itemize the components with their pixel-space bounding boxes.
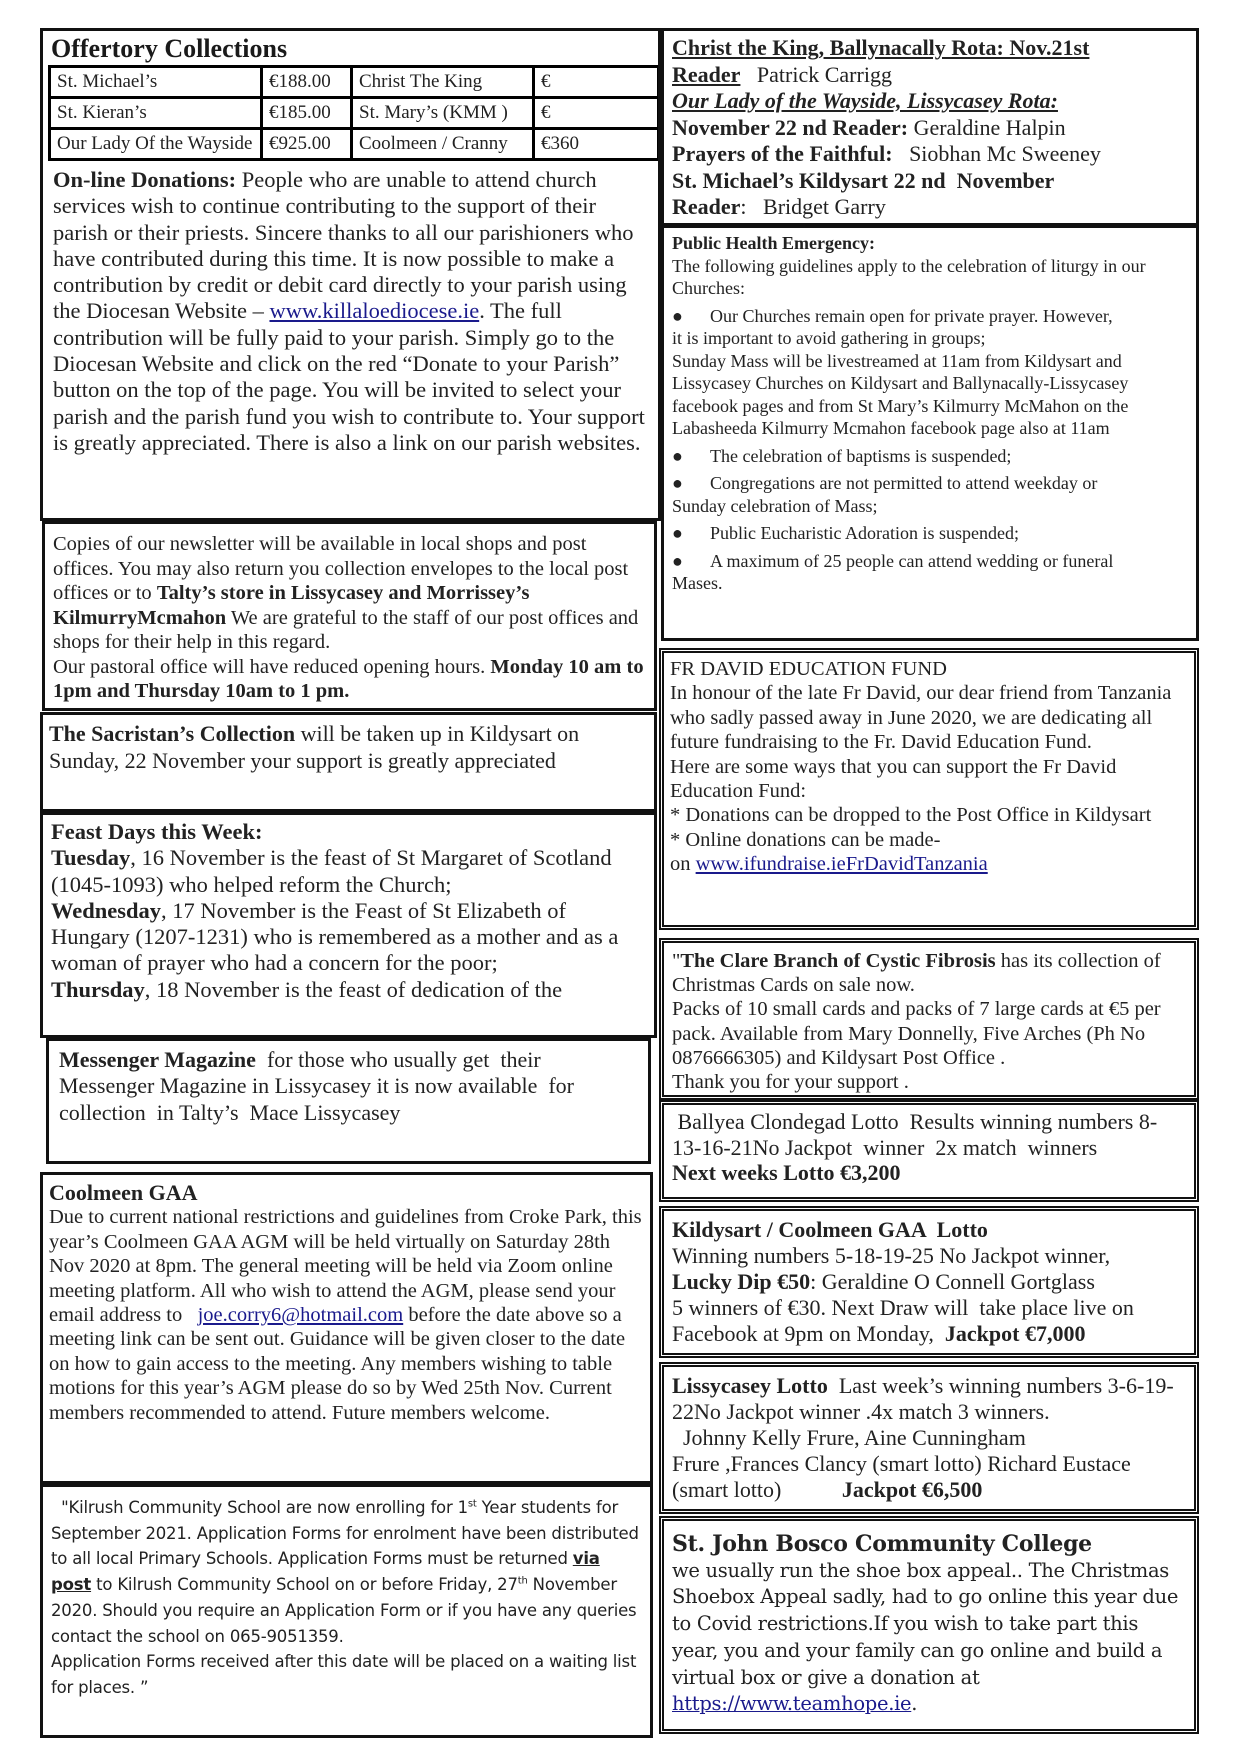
bosco-title: St. John Bosco Community College xyxy=(672,1531,1092,1557)
ifundraise-link[interactable]: www.ifundraise.ieFrDavidTanzania xyxy=(695,853,988,876)
olw-rota-heading: Our Lady of the Wayside, Lissycasey Rota: xyxy=(672,88,1058,113)
feast-days-box xyxy=(40,812,657,1038)
olw-reader-name: Geraldine Halpin xyxy=(908,114,1066,140)
bullet-icon: ● xyxy=(672,445,683,466)
offertory-title: Offertory Collections xyxy=(51,34,288,63)
table-row xyxy=(50,98,659,129)
kilrush-school-box: "Kilrush Community School are now enrolling for 1st Year students for September 2021. Application Forms for enrolment have been distributed to all local Primary Schools. Application Forms must be returned via post to Kilrush Community School on or before Friday, 27th November 2020. Should you require an Application Form or if you have any queries contact the school on 065-9051359. Application Forms received after this date will be placed on a waiting list for places. ” xyxy=(40,1484,653,1738)
stm-rota-heading: St. Michael’s Kildysart 22 nd November xyxy=(672,167,1055,193)
coolmeen-gaa-box: Coolmeen GAA Due to current national restrictions and guidelines from Croke Park, this year’s Coolmeen GAA AGM will be held virtually on Saturday 28th Nov 2020 at 8pm. The general meeting will be held via Zoom online meeting platform. All who wish to attend the AGM, please send your email address to joe.corry6@hotmail.com before the date above so a meeting link can be sent out. Guidance will be given closer to the date on how to gain access to the meeting. Any members wishing to table motions for this year’s AGM please do so by Wed 25th Nov. Current members recommended to attend. Future members welcome. xyxy=(40,1172,653,1484)
offertory-table xyxy=(48,65,660,161)
ballyea-jackpot: Next weeks Lotto €3,200 xyxy=(672,1160,901,1185)
list-item: Tuesday, 16 November is the feast of St Margaret of Scotland (1045-1093) who helped reform the Church; xyxy=(51,845,612,897)
collection-amount: €360 xyxy=(534,129,659,160)
table-row xyxy=(50,67,659,98)
church-name: St. Michael’s xyxy=(50,67,262,98)
kildysart-jackpot: Jackpot €7,000 xyxy=(944,1321,1086,1346)
prayers-reader-name: Siobhan Mc Sweeney xyxy=(892,141,1101,166)
health-intro: The following guidelines apply to the celebration of liturgy in our Churches: xyxy=(672,255,1146,298)
collection-amount: €925.00 xyxy=(262,129,352,160)
health-title: Public Health Emergency: xyxy=(672,233,875,253)
fr-david-title: FR DAVID EDUCATION FUND xyxy=(670,658,947,680)
church-name: St. Mary’s (KMM ) xyxy=(352,98,534,129)
list-item: Thursday, 18 November is the feast of dedication of the xyxy=(51,976,563,1002)
email-link[interactable]: joe.corry6@hotmail.com xyxy=(197,1304,404,1327)
livestream-info: Sunday Mass will be livestreamed at 11am from Kildysart and Lissycasey Churches on Kildysart and Ballynacally-Lissycasey facebook pages and from St Mary’s Kilmurry McMahon on the Labasheeda Kilmurry Mcmahon facebook page also at 11am xyxy=(672,350,1129,438)
church-name: Our Lady Of the Wayside xyxy=(50,129,262,160)
messenger-magazine-box: Messenger Magazine for those who usually get their Messenger Magazine in Lissycasey it is now available for collection in Talty’s Mace Lissycasey xyxy=(46,1038,651,1164)
office-hours: Monday 10 am to 1pm and Thursday 10am to 1 pm. xyxy=(53,655,644,702)
newsletter-copies-box: Copies of our newsletter will be available in local shops and post offices. You may also return you collection envelopes to the local post offices or to Talty’s store in Lissycasey and Morrissey’s KilmurryMcmahon We are grateful to the staff of our post offices and shops for their help in this regard. Our pastoral office will have reduced opening hours. Monday 10 am to 1pm and Thursday 10am to 1 pm. xyxy=(42,521,657,711)
ballyea-lotto-box: Ballyea Clondegad Lotto Results winning numbers 8-13-16-21No Jackpot winner 2x match winners Next weeks Lotto €3,200 xyxy=(659,1100,1199,1202)
collection-amount: €188.00 xyxy=(262,67,352,98)
ctk-rota-heading: Christ the King, Ballynacally Rota: Nov.21st xyxy=(672,35,1090,60)
bullet-icon: ● xyxy=(672,305,683,326)
lissycasey-jackpot: Jackpot €6,500 xyxy=(841,1477,983,1502)
bosco-college-box: St. John Bosco Community College we usually run the shoe box appeal.. The Christmas Shoebox Appeal sadly, had to go online this year due to Covid restrictions.If you wish to take part this year, you and your family can go online and build a virtual box or give a donation at https://www.teamhope.ie. xyxy=(659,1516,1199,1734)
bullet-icon: ● xyxy=(672,523,683,543)
bullet-icon: ● xyxy=(672,473,683,493)
kildysart-lotto-title: Kildysart / Coolmeen GAA Lotto xyxy=(672,1217,988,1242)
public-health-box: Public Health Emergency: The following guidelines apply to the celebration of liturgy in our Churches: ● Our Churches remain open for private prayer. However, it is important to avoid gathering in groups; Sunday Mass will be livestreamed at 11am from Kildysart and Lissycasey Churches on Kildysart and Ballynacally-Lissycasey facebook pages and from St Mary’s Kilmurry McMahon on the Labasheeda Kilmurry Mcmahon facebook page also at 11am ● The celebration of baptisms is suspended; ● Congregations are not permitted to attend weekday or Sunday celebration of Mass; ● Public Eucharistic Adoration is suspended; ● A maximum of 25 people can attend wedding or funeral Mases. xyxy=(661,225,1199,641)
list-item: ● A maximum of 25 people can attend wedding or funeral xyxy=(672,550,1114,571)
church-name: Christ The King xyxy=(352,67,534,98)
collection-amount: €185.00 xyxy=(262,98,352,129)
kildysart-lotto-box: Kildysart / Coolmeen GAA Lotto Winning numbers 5-18-19-25 No Jackpot winner, Lucky Dip €50: Geraldine O Connell Gortglass 5 winners of €30. Next Draw will take place live on Facebook at 9pm on Monday, Jackpot €7,000 xyxy=(659,1206,1199,1358)
church-name: St. Kieran’s xyxy=(50,98,262,129)
sacristan-collection-box: The Sacristan’s Collection will be taken up in Kildysart on Sunday, 22 November your support is greatly appreciated xyxy=(40,712,657,812)
list-item: Wednesday, 17 November is the Feast of St Elizabeth of Hungary (1207-1231) who is remembered as a mother and as a woman of prayer who had a concern for the poor; xyxy=(51,897,619,976)
offertory-collections-box xyxy=(40,28,661,521)
lissycasey-lotto-title: Lissycasey Lotto xyxy=(672,1373,828,1398)
diocese-website-link[interactable]: www.killaloediocese.ie xyxy=(269,298,480,324)
bullet-icon: ● xyxy=(672,550,683,571)
rota-box: Christ the King, Ballynacally Rota: Nov.21st Reader Patrick Carrigg Our Lady of the Wayside, Lissycasey Rota: November 22 nd Reader: Geraldine Halpin Prayers of the Faithful: Siobhan Mc Sweeney St. Michael’s Kildysart 22 nd November Reader: Bridget Garry xyxy=(661,28,1199,226)
stm-reader-name: : Bridget Garry xyxy=(740,194,886,219)
lissycasey-lotto-box: Lissycasey Lotto Last week’s winning numbers 3-6-19-22No Jackpot winner .4x match 3 winners. Johnny Kelly Frure, Aine Cunningham Frure ,Frances Clancy (smart lotto) Richard Eustace (smart lotto) Jackpot €6,500 xyxy=(659,1362,1199,1514)
collection-amount: € xyxy=(534,98,659,129)
cystic-fibrosis-box: "The Clare Branch of Cystic Fibrosis has its collection of Christmas Cards on sale now. Packs of 10 small cards and packs of 7 large cards at €5 per pack. Available from Mary Donnelly, Five Arches (Ph No 0876666305) and Kildysart Post Office . Thank you for your support . xyxy=(659,938,1199,1100)
list-item: ● Public Eucharistic Adoration is suspended; xyxy=(672,523,1019,543)
teamhope-link[interactable]: https://www.teamhope.ie xyxy=(672,1692,912,1716)
collection-amount: € xyxy=(534,67,659,98)
feast-title: Feast Days this Week: xyxy=(51,819,263,844)
coolmeen-title: Coolmeen GAA xyxy=(49,1180,198,1205)
online-donations-heading: On-line Donations: xyxy=(53,167,237,192)
list-item: ● Our Churches remain open for private prayer. However, xyxy=(672,305,1113,326)
ctk-reader-name: Patrick Carrigg xyxy=(740,61,892,87)
fr-david-fund-box: FR DAVID EDUCATION FUND In honour of the late Fr David, our dear friend from Tanzania who sadly passed away in June 2020, we are dedicating all future fundraising to the Fr. David Education Fund. Here are some ways that you can support the Fr David Education Fund: * Donations can be dropped to the Post Office in Kildysart * Online donations can be made- on www.ifundraise.ieFrDavidTanzania xyxy=(659,648,1199,930)
list-item: ● Congregations are not permitted to attend weekday or xyxy=(672,473,1098,493)
list-item: ● The celebration of baptisms is suspended; xyxy=(672,445,1012,466)
table-row xyxy=(50,129,659,160)
online-donations-text: On-line Donations: People who are unable to attend church services wish to continue contributing to the support of their parish or their priests. Sincere thanks to all our parishioners who have contributed during this time. It is now possible to make a contribution by credit or debit card directly to your parish using the Diocesan Website – www.killaloediocese.ie. The full contribution will be fully paid to your parish. Simply go to the Diocesan Website and click on the red “Donate to your Parish” button on the top of the page. You will be invited to select your parish and the parish fund you wish to contribute to. Your support is greatly appreciated. There is also a link on our parish websites. xyxy=(53,167,645,455)
church-name: Coolmeen / Cranny xyxy=(352,129,534,160)
